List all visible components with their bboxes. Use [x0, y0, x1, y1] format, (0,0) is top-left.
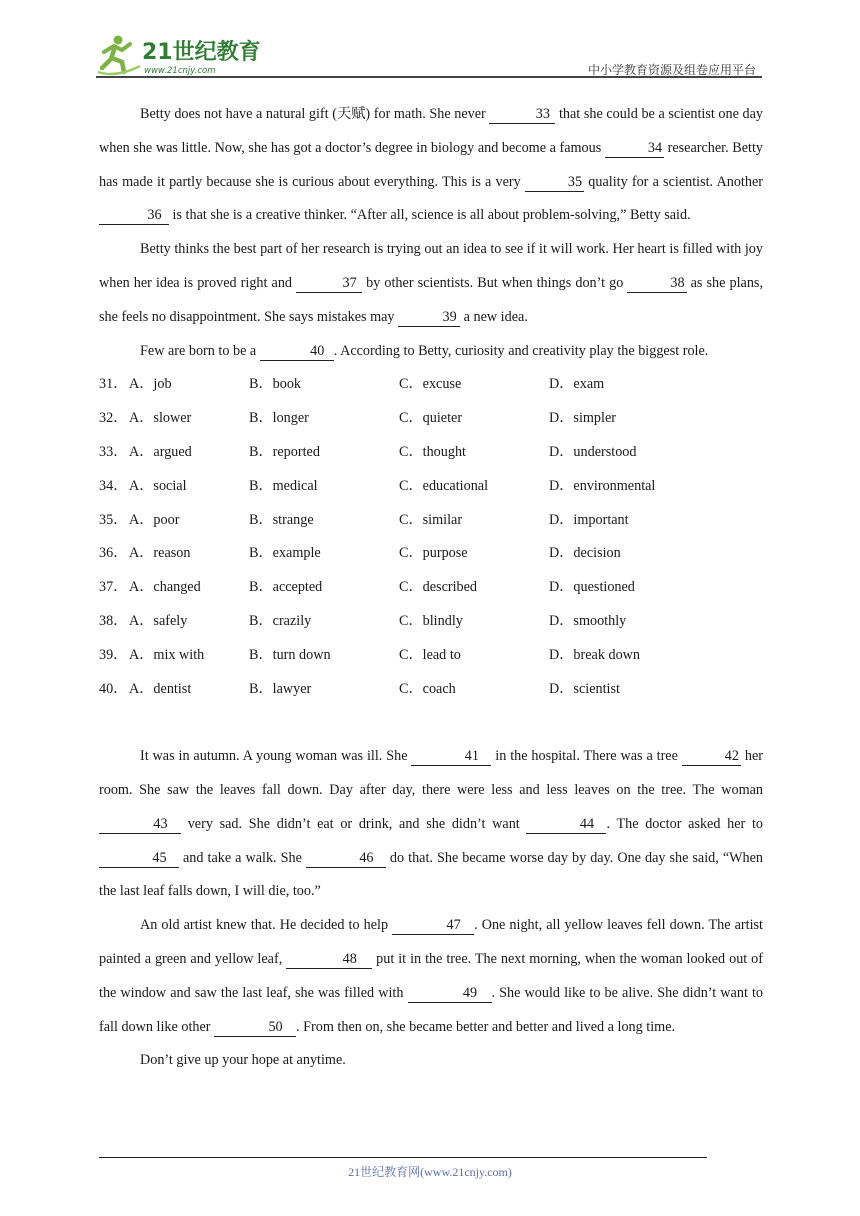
- question-number: 35．: [99, 511, 128, 528]
- option-a[interactable]: A．argued: [129, 443, 192, 460]
- passage-text: Betty thinks the best part of her research is trying out an idea to see if it will work. Her heart is filled with joy when her idea is proved right and: [99, 241, 763, 291]
- option-a[interactable]: A．mix with: [129, 646, 205, 663]
- passage-text: in the hospital. There was a tree: [491, 748, 682, 765]
- blank-46: 46: [306, 850, 386, 868]
- blank-34: 34: [605, 140, 664, 158]
- question-row-33: [99, 436, 699, 470]
- option-c[interactable]: C．blindly: [399, 612, 463, 629]
- passage-text: do that. She became worse day by day. One day she said, “When the last leaf falls down, I will die, too.”: [99, 849, 763, 900]
- footer-text[interactable]: 21世纪教育网(www.21cnjy.com): [348, 1165, 512, 1179]
- option-a[interactable]: A．social: [129, 477, 187, 494]
- option-b[interactable]: B．crazily: [249, 612, 312, 629]
- question-number: 38．: [99, 612, 128, 629]
- question-number: 31．: [99, 376, 128, 393]
- option-b[interactable]: B．reported: [249, 443, 320, 460]
- document-body: [99, 98, 763, 1078]
- option-b[interactable]: B．lawyer: [249, 680, 312, 697]
- question-number: 33．: [99, 443, 128, 460]
- blank-50: 50: [214, 1019, 296, 1037]
- option-d[interactable]: D．important: [549, 511, 629, 528]
- question-row-38: [99, 605, 699, 639]
- site-logo[interactable]: [96, 32, 266, 76]
- option-b[interactable]: B．strange: [249, 511, 314, 528]
- question-number: 36．: [99, 545, 128, 562]
- option-b[interactable]: B．example: [249, 545, 321, 562]
- option-b[interactable]: B．medical: [249, 477, 318, 494]
- blank-39: 39: [398, 309, 460, 327]
- passage-text: researcher. Betty has made it partly because she is curious about everything. This is a very: [99, 139, 764, 190]
- option-b[interactable]: B．longer: [249, 410, 309, 427]
- passage-1: [99, 98, 763, 368]
- blank-48: 48: [286, 951, 372, 969]
- option-c[interactable]: C．similar: [399, 511, 463, 528]
- question-number: 32．: [99, 410, 128, 427]
- question-row-36: [99, 537, 699, 571]
- options-table: [99, 368, 699, 706]
- logo-url: www.21cnjy.com: [144, 66, 216, 76]
- option-c[interactable]: C．lead to: [399, 646, 461, 663]
- passage-text: very sad. She didn’t eat or drink, and she didn’t want: [181, 815, 527, 832]
- paragraph: [99, 740, 763, 909]
- blank-42: 42: [682, 748, 741, 766]
- question-row-31: [99, 368, 699, 402]
- passage-text: and take a walk. She: [179, 849, 306, 866]
- logo-text: 21世纪教育: [142, 40, 261, 65]
- section-gap: [99, 706, 763, 740]
- passage-text: Betty does not have a natural gift (天赋) for math. She never: [140, 106, 490, 122]
- option-a[interactable]: A．poor: [129, 511, 180, 528]
- passage-text: quality for a scientist. Another: [584, 173, 763, 190]
- blank-44: 44: [526, 816, 606, 834]
- option-d[interactable]: D．scientist: [549, 680, 620, 697]
- passage-text: a new idea.: [460, 308, 528, 325]
- question-row-34: [99, 470, 699, 504]
- option-c[interactable]: C．purpose: [399, 545, 468, 562]
- option-c[interactable]: C．coach: [399, 680, 456, 697]
- option-a[interactable]: A．slower: [129, 410, 192, 427]
- option-d[interactable]: D．questioned: [549, 579, 635, 596]
- question-row-40: [99, 673, 699, 707]
- passage-text: that she could be a scientist one day when she was little. Now, she has got a doctor’s degree in biology and become a famous: [99, 106, 763, 156]
- blank-41: 41: [411, 748, 491, 766]
- blank-35: 35: [525, 174, 584, 192]
- blank-49: 49: [408, 985, 492, 1003]
- blank-37: 37: [296, 275, 362, 293]
- option-d[interactable]: D．simpler: [549, 410, 616, 427]
- question-number: 40．: [99, 680, 128, 697]
- passage-text: is that she is a creative thinker. “After all, science is all about problem-solving,” Betty said.: [169, 207, 691, 224]
- platform-label: 中小学教育资源及组卷应用平台: [587, 63, 756, 77]
- option-a[interactable]: A．changed: [129, 579, 201, 596]
- question-row-37: [99, 571, 699, 605]
- question-row-35: [99, 504, 699, 538]
- paragraph: [99, 335, 763, 369]
- option-d[interactable]: D．exam: [549, 376, 605, 393]
- option-a[interactable]: A．safely: [129, 612, 188, 629]
- blank-33: 33: [489, 106, 555, 124]
- paragraph: [99, 98, 763, 233]
- blank-47: 47: [392, 917, 474, 935]
- option-d[interactable]: D．environmental: [549, 477, 656, 494]
- question-number: 34．: [99, 477, 128, 494]
- option-d[interactable]: D．smoothly: [549, 612, 627, 629]
- passage-text: . According to Betty, curiosity and creativity play the biggest role.: [333, 342, 709, 359]
- option-d[interactable]: D．break down: [549, 646, 641, 663]
- page-header: [96, 28, 762, 78]
- header-divider: [96, 76, 762, 78]
- paragraph: [99, 1044, 763, 1078]
- question-row-32: [99, 402, 699, 436]
- footer-divider: [99, 1157, 707, 1158]
- option-b[interactable]: B．accepted: [249, 579, 323, 596]
- option-c[interactable]: C．described: [399, 579, 478, 596]
- passage-text: An old artist knew that. He decided to help: [140, 917, 393, 934]
- passage-text: as she plans, she feels no disappointment. She says mistakes may: [99, 274, 763, 325]
- question-row-39: [99, 639, 699, 673]
- option-d[interactable]: D．decision: [549, 545, 621, 562]
- passage-text: It was in autumn. A young woman was ill. She: [140, 748, 412, 765]
- option-c[interactable]: C．excuse: [399, 376, 462, 393]
- option-c[interactable]: C．quieter: [399, 410, 463, 427]
- paragraph: [99, 233, 763, 334]
- passage-text: Don’t give up your hope at anytime.: [140, 1052, 346, 1069]
- passage-2: [99, 740, 763, 1078]
- paragraph: [99, 909, 763, 1044]
- question-number: 39．: [99, 646, 128, 663]
- passage-text: by other scientists. But when things don’t go: [362, 274, 628, 291]
- option-c[interactable]: C．educational: [399, 477, 489, 494]
- logo-graphic: [96, 32, 266, 76]
- option-a[interactable]: A．reason: [129, 545, 191, 562]
- option-a[interactable]: A．dentist: [129, 680, 192, 697]
- blank-36: 36: [99, 207, 169, 225]
- option-b[interactable]: B．turn down: [249, 646, 331, 663]
- blank-38: 38: [627, 275, 686, 293]
- passage-text: . She would like to be alive. She didn’t want to fall down like other: [99, 984, 764, 1035]
- passage-text: . One night, all yellow leaves fell down. The artist painted a green and yellow leaf,: [99, 917, 763, 967]
- option-b[interactable]: B．book: [249, 376, 302, 393]
- passage-text: her room. She saw the leaves fall down. Day after day, there were less and less leaves on the tree. The woman: [99, 748, 763, 798]
- blank-40: 40: [260, 343, 334, 361]
- blank-43: 43: [99, 816, 181, 834]
- passage-text: put it in the tree. The next morning, when the woman looked out of the window and saw the last leaf, she was filled with: [99, 950, 763, 1001]
- passage-text: . From then on, she became better and better and lived a long time.: [296, 1018, 676, 1035]
- question-number: 37．: [99, 579, 128, 596]
- passage-text: Few are born to be a: [140, 342, 260, 359]
- option-a[interactable]: A．job: [129, 376, 172, 393]
- option-d[interactable]: D．understood: [549, 443, 637, 460]
- option-c[interactable]: C．thought: [399, 443, 467, 460]
- passage-text: . The doctor asked her to: [606, 815, 764, 832]
- blank-45: 45: [99, 850, 179, 868]
